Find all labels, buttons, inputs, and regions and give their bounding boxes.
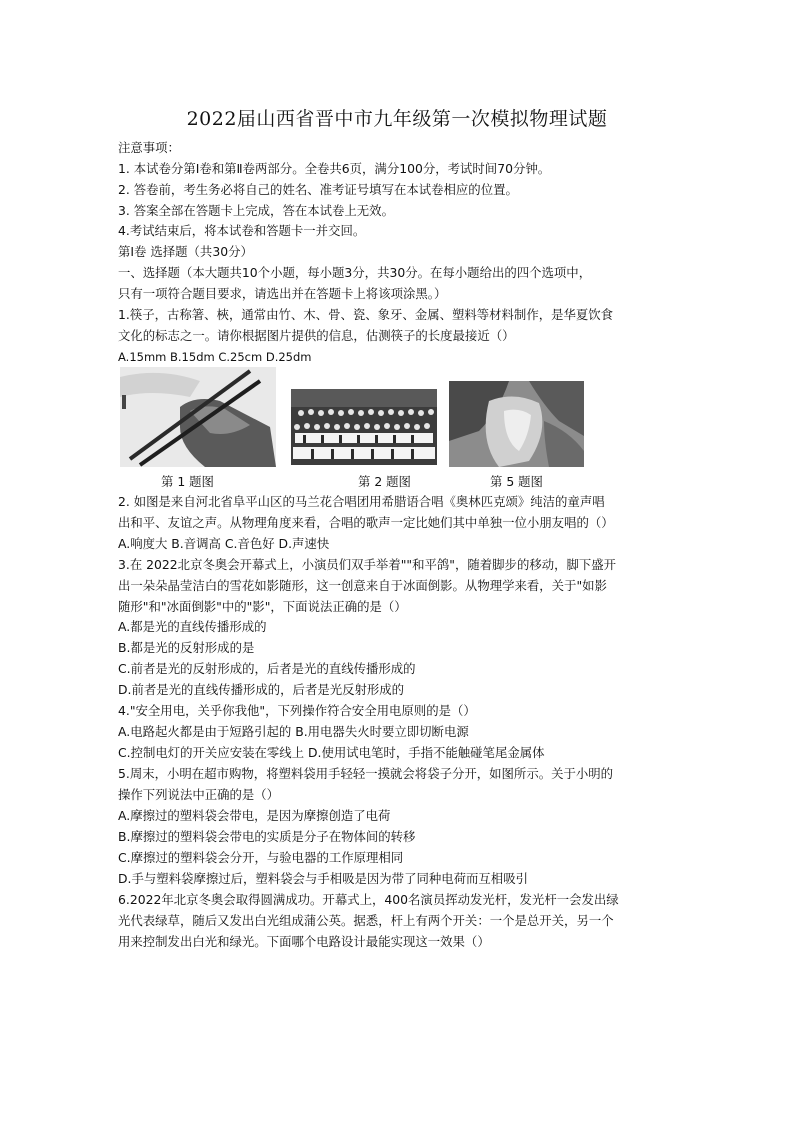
q5-option-b: B.摩擦过的塑料袋会带电的实质是分子在物体间的转移: [118, 829, 416, 844]
q5-stem-2: 操作下列说法中正确的是（）: [118, 787, 280, 802]
q2-stem-1: 2. 如图是来自河北省阜平山区的马兰花合唱团用希腊语合唱《奥林匹克颂》纯洁的童声唱: [118, 494, 605, 509]
section-instructions-2: 只有一项符合题目要求，请选出并在答题卡上将该项涂黑。）: [118, 286, 447, 301]
figure-1-caption: 第 1 题图: [161, 474, 214, 489]
q1-stem-2: 文化的标志之一。请你根据图片提供的信息，估测筷子的长度最接近（）: [118, 328, 515, 343]
q3-stem-1: 3.在 2022北京冬奥会开幕式上，小演员们双手举着""和平鸽"，随着脚步的移动，脚下盛开: [118, 557, 617, 572]
plastic-bag-illustration: [449, 381, 584, 467]
notice-item-3: 3. 答案全部在答题卡上完成，答在本试卷上无效。: [118, 203, 394, 218]
notice-item-4: 4.考试结束后，将本试卷和答题卡一并交回。: [118, 223, 366, 238]
q1-stem-1: 1.筷子，古称箸、梜，通常由竹、木、骨、瓷、象牙、金属、塑料等材料制作，是华夏饮食: [118, 307, 614, 322]
q1-options: A.15mm B.15dm C.25cm D.25dm: [118, 350, 312, 364]
q2-stem-2: 出和平、友谊之声。从物理角度来看，合唱的歌声一定比她们其中单独一位小朋友唱的（）: [118, 515, 614, 530]
section-heading: 第Ⅰ卷 选择题（共30分）: [118, 244, 253, 259]
figure-2-caption: 第 2 题图: [358, 474, 411, 489]
q3-stem-2: 出一朵朵晶莹洁白的雪花如影随形，这一创意来自于冰面倒影。从物理学来看，关于"如影: [118, 578, 607, 593]
notice-item-2: 2. 答卷前，考生务必将自己的姓名、准考证号填写在本试卷相应的位置。: [118, 182, 518, 197]
q3-option-d: D.前者是光的直线传播形成的，后者是光反射形成的: [118, 682, 405, 697]
q4-options-cd: C.控制电灯的开关应安装在零线上 D.使用试电笔时，手指不能触碰笔尾金属体: [118, 745, 545, 760]
q5-option-a: A.摩擦过的塑料袋会带电，是因为摩擦创造了电荷: [118, 808, 391, 823]
q5-stem-1: 5.周末，小明在超市购物，将塑料袋用手轻轻一摸就会将袋子分开，如图所示。关于小明的: [118, 766, 614, 781]
q6-stem-2: 光代表绿草，随后又发出白光组成蒲公英。据悉，杆上有两个开关：一个是总开关，另一个: [118, 913, 614, 928]
figure-plastic-bag: [449, 381, 584, 467]
q3-option-b: B.都是光的反射形成的是: [118, 640, 255, 655]
q3-stem-3: 随形"和"冰面倒影"中的"影"，下面说法正确的是（）: [118, 599, 407, 614]
figure-5-caption: 第 5 题图: [490, 474, 543, 489]
section-instructions-1: 一、选择题（本大题共10个小题，每小题3分，共30分。在每小题给出的四个选项中，: [118, 265, 592, 280]
q5-option-c: C.摩擦过的塑料袋会分开，与验电器的工作原理相同: [118, 850, 404, 865]
q4-stem: 4."安全用电，关乎你我他"，下列操作符合安全用电原则的是（）: [118, 703, 476, 718]
exam-title: 2022届山西省晋中市九年级第一次模拟物理试题: [186, 108, 608, 130]
figure-chopsticks: [120, 367, 276, 467]
q6-stem-3: 用来控制发出白光和绿光。下面哪个电路设计最能实现这一效果（）: [118, 934, 490, 949]
choir-illustration: [291, 389, 437, 465]
figure-choir: [291, 389, 437, 465]
q3-option-a: A.都是光的直线传播形成的: [118, 619, 267, 634]
chopsticks-illustration: [120, 367, 276, 467]
q4-options-ab: A.电路起火都是由于短路引起的 B.用电器失火时要立即切断电源: [118, 724, 469, 739]
q3-option-c: C.前者是光的反射形成的，后者是光的直线传播形成的: [118, 661, 416, 676]
q2-options: A.响度大 B.音调高 C.音色好 D.声速快: [118, 536, 330, 551]
q5-option-d: D.手与塑料袋摩擦过后，塑料袋会与手相吸是因为带了同种电荷而互相吸引: [118, 871, 528, 886]
q6-stem-1: 6.2022年北京冬奥会取得圆满成功。开幕式上，400名演员挥动发光杆，发光杆一会发出绿: [118, 892, 619, 907]
notice-heading: 注意事项：: [118, 140, 180, 155]
notice-item-1: 1. 本试卷分第Ⅰ卷和第Ⅱ卷两部分。全卷共6页，满分100分，考试时间70分钟。: [118, 161, 551, 176]
